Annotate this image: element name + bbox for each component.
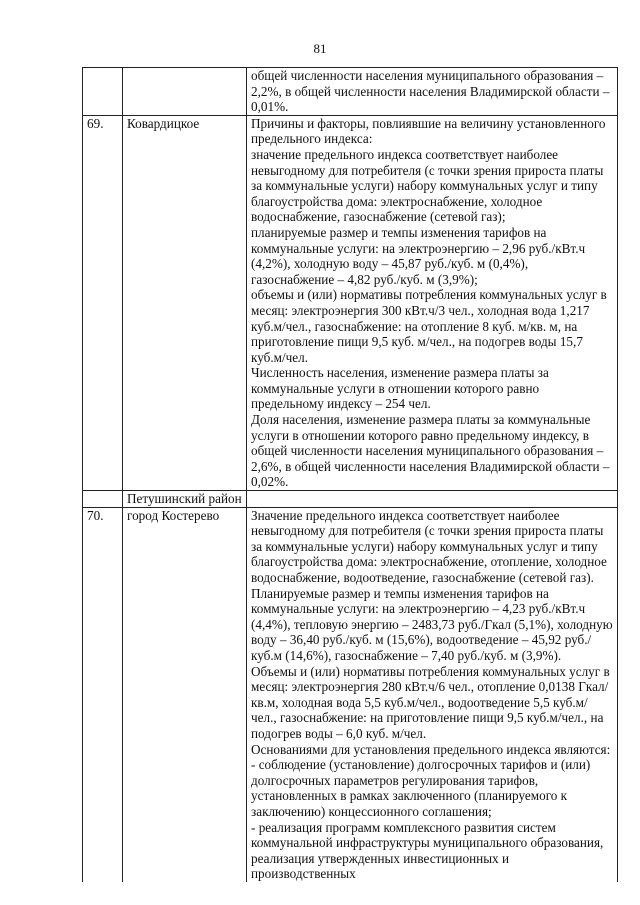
row-number-cell: 69. xyxy=(83,115,123,490)
page-number: 81 xyxy=(313,41,327,56)
row-number-cell xyxy=(83,68,123,116)
description-paragraph: Численность населения, изменение размера платы за коммунальные услуги в отношении которого равно предельному индексу – 254 чел. xyxy=(251,365,549,412)
municipality-name-cell xyxy=(123,68,247,116)
description-paragraph: - соблюдение (установление) долгосрочных тарифов и (или) долгосрочных параметров регулирования тарифов, установленных в рамках заключенного (планируемого к заключению) концессионного соглашения; xyxy=(251,757,591,819)
description-paragraph: планируемые размер и темпы изменения тарифов на коммунальные услуги: на электроэнергию – 2,96 руб./кВт.ч (4,2%), холодную воду – 45,87 руб./куб. м (0,4%), газоснабжение – 4,82 руб./куб. м (3,9%); xyxy=(251,224,586,287)
description-paragraph: общей численности населения муниципального образования – 2,2%, в общей численности населения Владимирской области – 0,01%. xyxy=(251,68,610,115)
description-cell xyxy=(247,491,618,508)
description-paragraph: - реализация программ комплексного развития систем коммунальной инфраструктуры муниципального образования, реализация утвержденных инвестиционных и производственных xyxy=(251,819,604,882)
description-cell xyxy=(247,68,618,116)
description-paragraph: объемы и (или) нормативы потребления коммунальных услуг в месяц: электроэнергия 300 кВт.ч/3 чел., холодная вода 1,217 куб.м/чел., газоснабжение: на отопление 8 куб. м/кв. м, на приготовление пищи 9,5 куб. м/чел., на подогрев воды 15,7 куб.м/чел. xyxy=(251,287,607,365)
description-paragraph: Значение предельного индекса соответствует наиболее невыгодному для потребителя (с точки зрения прироста платы за коммунальные услуги) набору коммунальных услуг и типу благоустройства дома: электроснабжение, отопление, холодное водоснабжение, водоотведение, газоснабжение (сетевой газ). xyxy=(251,507,607,585)
table-row xyxy=(83,115,618,490)
description-paragraph: Объемы и (или) нормативы потребления коммунальных услуг в месяц: электроэнергия 280 кВт.ч/6 чел., отопление 0,0138 Гкал/кв.м, холодная вода 5,5 куб.м/чел., водоотведение 5,5 куб.м/чел., газоснабжение: на приготовление пищи 9,5 куб.м/чел., на подогрев воды – 6,0 куб. м/чел. xyxy=(251,663,610,741)
description-cell xyxy=(247,115,618,490)
municipality-name-cell: Ковардицкое xyxy=(123,115,247,490)
description-cell xyxy=(247,507,618,882)
row-number-cell xyxy=(83,491,123,508)
description-paragraph: Причины и факторы, повлиявшие на величину установленного предельного индекса: xyxy=(251,115,606,147)
row-number-cell: 70. xyxy=(83,507,123,882)
description-paragraph: Планируемые размер и темпы изменения тарифов на коммунальные услуги: на электроэнергию – 4,23 руб./кВт.ч (4,4%), тепловую энергию – 2483,73 руб./Гкал (5,1%), холодную воду – 36,40 руб./куб. м (15,6%), водоотведение – 45,92 руб./куб.м (14,6%), газоснабжение – 7,40 руб./куб. м (3,9%). xyxy=(251,585,613,663)
table-row xyxy=(83,491,618,508)
table-row xyxy=(83,507,618,882)
table-row xyxy=(83,68,618,116)
description-paragraph: значение предельного индекса соответствует наиболее невыгодному для потребителя (с точки зрения прироста платы за коммунальные услуги) набору коммунальных услуг и типу благоустройства дома: электроснабжение, холодное водоснабжение, газоснабжение (сетевой газ); xyxy=(251,146,604,225)
description-paragraph: Доля населения, изменение размера платы за коммунальные услуги в отношении которого равно предельному индексу, в общей численности населения муниципального образования – 2,6%, в общей численности населения Владимирской области – 0,02%. xyxy=(251,412,610,490)
description-paragraph: Основаниями для установления предельного индекса являются: xyxy=(251,741,611,757)
municipality-name-cell: Петушинский район xyxy=(123,491,247,508)
indices-table xyxy=(82,67,618,882)
municipality-name-cell: город Костерево xyxy=(123,507,247,882)
